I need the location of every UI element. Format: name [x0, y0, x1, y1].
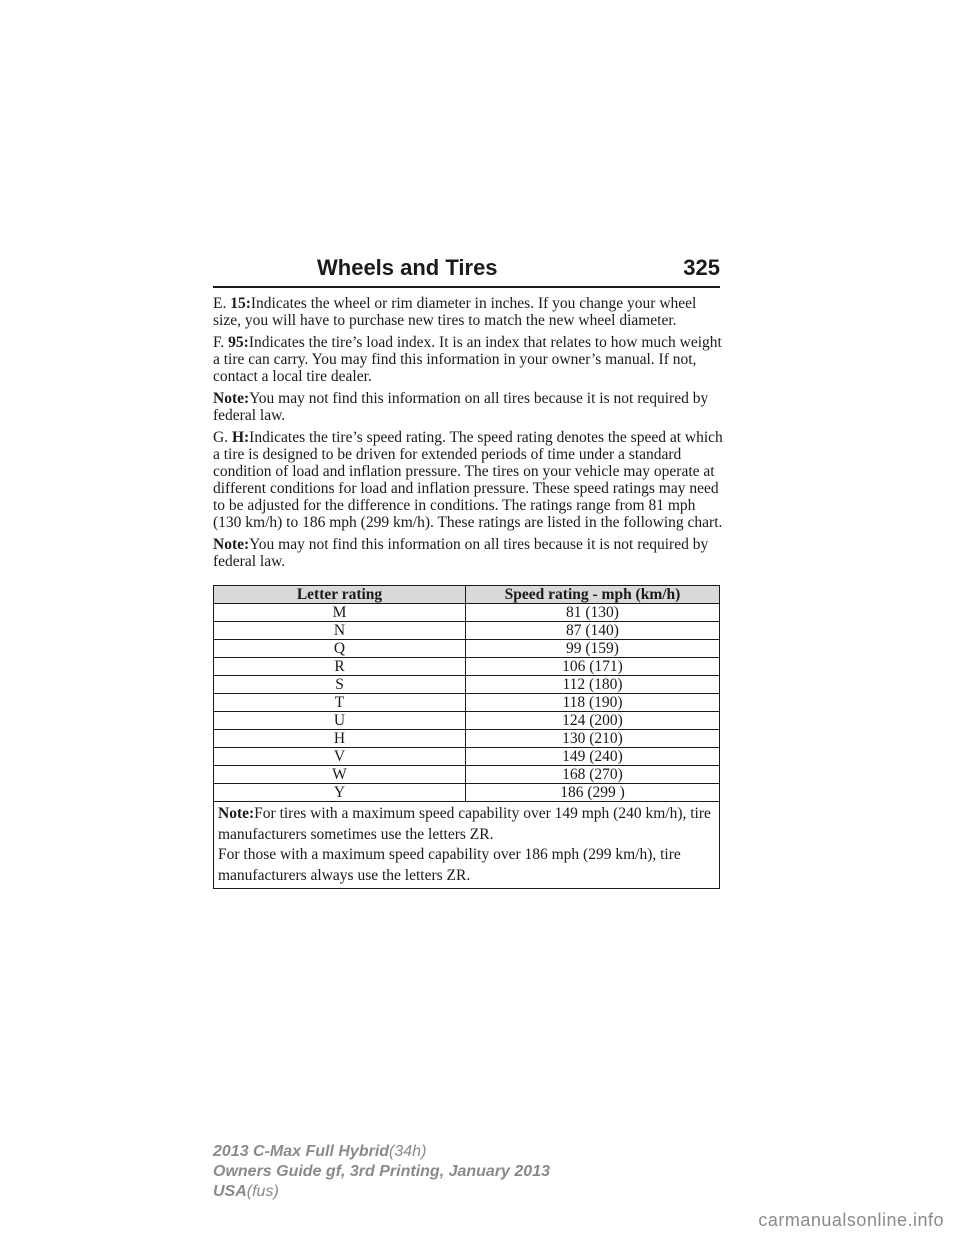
page-footer: [213, 1142, 550, 1202]
header-divider: [213, 286, 720, 288]
section-title: Wheels and Tires: [317, 255, 498, 280]
speed-rating-table: [213, 585, 720, 889]
letter-rating-cell: Y: [214, 784, 466, 802]
page-number: 325: [683, 255, 720, 280]
table-body: [214, 604, 720, 802]
column-header: Speed rating - mph (km/h): [466, 586, 720, 604]
table-row: [214, 784, 720, 802]
letter-rating-cell: S: [214, 676, 466, 694]
letter-rating-cell: N: [214, 622, 466, 640]
table-note: Note:For tires with a maximum speed capability over 149 mph (240 km/h), tire manufacturers sometimes use the letters ZR. For those with a maximum speed capability over 186 mph (299 km/h), tire manufacturers always use the letters ZR.: [214, 802, 720, 889]
body-text: [213, 295, 723, 575]
letter-rating-cell: W: [214, 766, 466, 784]
speed-rating-cell: 99 (159): [466, 640, 720, 658]
speed-rating-cell: 87 (140): [466, 622, 720, 640]
letter-rating-cell: R: [214, 658, 466, 676]
footer-line-1: 2013 C-Max Full Hybrid(34h): [213, 1143, 427, 1160]
letter-rating-cell: U: [214, 712, 466, 730]
watermark: carmanualsonline.info: [758, 1210, 944, 1230]
paragraph-e: E. 15:Indicates the wheel or rim diameter in inches. If you change your wheel size, you will have to purchase new tires to match the new wheel diameter.: [213, 295, 697, 329]
table-row: [214, 730, 720, 748]
letter-rating-cell: V: [214, 748, 466, 766]
speed-rating-cell: 118 (190): [466, 694, 720, 712]
speed-rating-cell: 149 (240): [466, 748, 720, 766]
paragraph-f: F. 95:Indicates the tire’s load index. It is an index that relates to how much weight a tire can carry. You may find this information in your owner’s manual. If not, contact a local tire dealer.: [213, 334, 722, 385]
table-row: [214, 766, 720, 784]
table-row: [214, 712, 720, 730]
note-paragraph-2: Note:You may not find this information on all tires because it is not required by federal law.: [213, 536, 709, 570]
table-row: [214, 676, 720, 694]
footer-line-3: USA(fus): [213, 1183, 279, 1200]
speed-rating-cell: 112 (180): [466, 676, 720, 694]
note-paragraph-1: Note:You may not find this information on all tires because it is not required by federal law.: [213, 390, 709, 424]
page-header: [213, 255, 720, 291]
paragraph-g: G. H:Indicates the tire’s speed rating. The speed rating denotes the speed at which a tire is designed to be driven for extended periods of time under a standard condition of load and inflation pressure. The tires on your vehicle may operate at different conditions for load and inflation pressure. These speed ratings may need to be adjusted for the difference in conditions. The ratings range from 81 mph (130 km/h) to 186 mph (299 km/h). These ratings are listed in the following chart.: [213, 429, 723, 531]
speed-rating-cell: 186 (299 ): [466, 784, 720, 802]
table-row: [214, 640, 720, 658]
speed-rating-cell: 130 (210): [466, 730, 720, 748]
column-header: Letter rating: [214, 586, 466, 604]
letter-rating-cell: M: [214, 604, 466, 622]
letter-rating-cell: T: [214, 694, 466, 712]
speed-rating-cell: 168 (270): [466, 766, 720, 784]
speed-rating-cell: 106 (171): [466, 658, 720, 676]
letter-rating-cell: Q: [214, 640, 466, 658]
table-header-row: [214, 586, 720, 604]
table-row: [214, 622, 720, 640]
table-row: [214, 748, 720, 766]
speed-rating-cell: 81 (130): [466, 604, 720, 622]
letter-rating-cell: H: [214, 730, 466, 748]
table-note-row: [214, 802, 720, 889]
table-row: [214, 604, 720, 622]
table-row: [214, 658, 720, 676]
speed-rating-cell: 124 (200): [466, 712, 720, 730]
table-row: [214, 694, 720, 712]
footer-line-2: Owners Guide gf, 3rd Printing, January 2013: [213, 1163, 550, 1180]
